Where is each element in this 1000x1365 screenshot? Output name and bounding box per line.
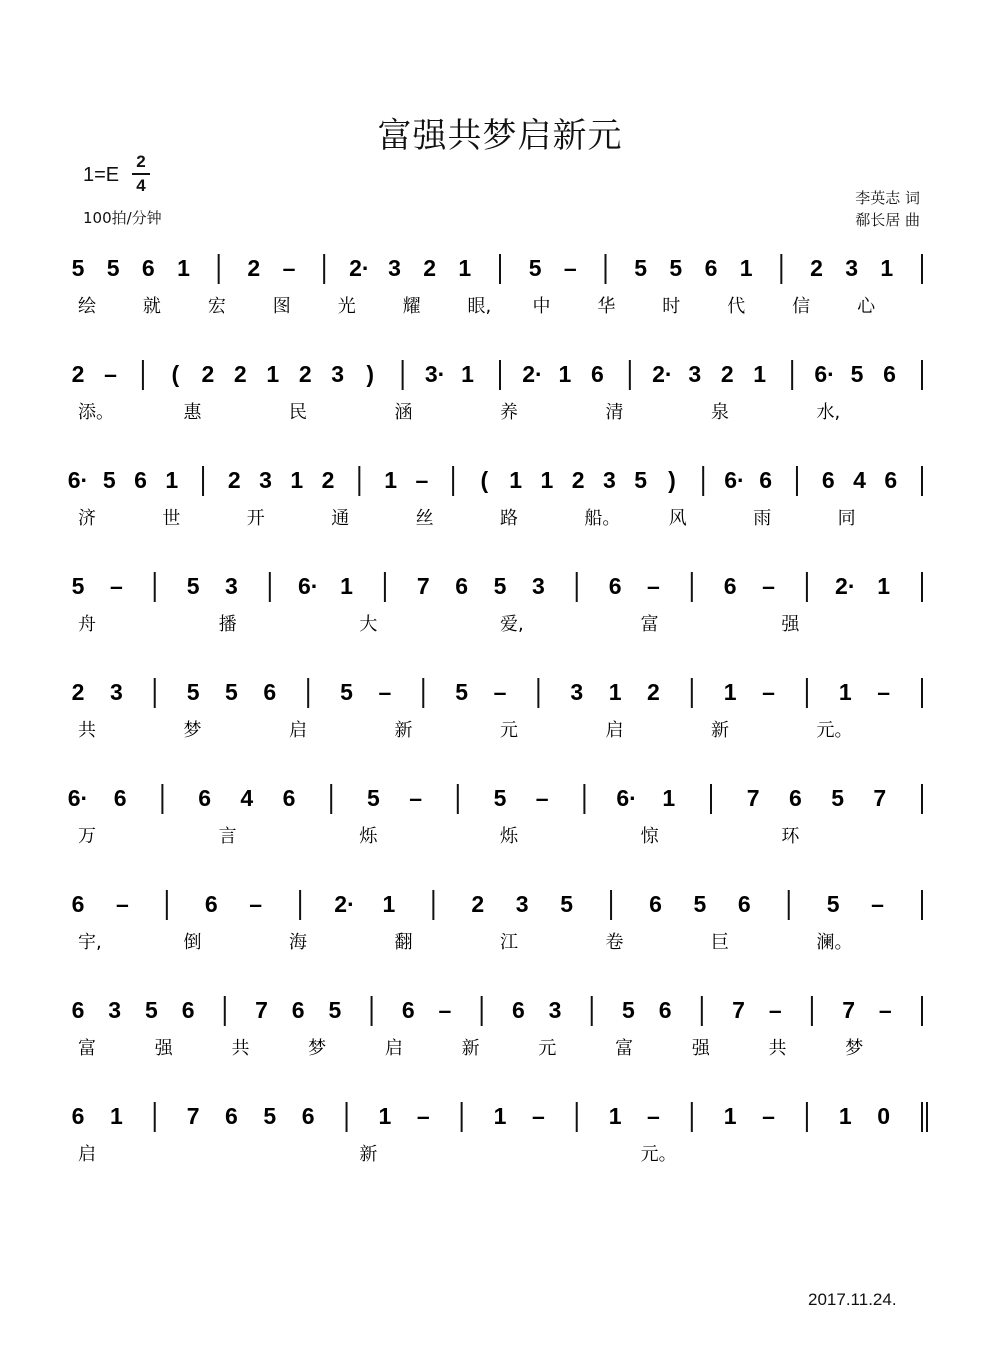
note: 2 (227, 467, 241, 493)
note: 2 (423, 255, 437, 281)
note: ( (171, 361, 180, 387)
lyric-syllable: 代 (727, 296, 746, 317)
key-signature: 1=E (83, 164, 120, 186)
note: 5 (71, 255, 85, 281)
note: 6 (884, 467, 898, 493)
note: – (647, 573, 660, 599)
note: – (563, 255, 577, 281)
lyric-syllable: 梦 (845, 1038, 864, 1059)
lyric-syllable: 启 (78, 1144, 96, 1165)
note: 1 (109, 1103, 123, 1129)
note: 6 (291, 997, 305, 1023)
note: 6 (590, 361, 604, 387)
note: 2 (571, 467, 585, 493)
note: 3 (603, 467, 616, 493)
note: 5 (831, 785, 844, 811)
note: – (762, 679, 775, 705)
note: 5 (634, 255, 648, 281)
note: – (282, 255, 296, 281)
note: ) (366, 361, 374, 387)
note: 2 (647, 679, 660, 705)
note: 7 (842, 997, 856, 1023)
note: 6 (181, 997, 195, 1023)
note: 6 (282, 785, 296, 811)
note: 1 (838, 1103, 852, 1129)
note: 4 (240, 785, 254, 811)
note: 2· (349, 255, 370, 281)
lyric-syllable: 世 (162, 508, 181, 529)
lyric-syllable: 中 (532, 296, 551, 317)
note: 7 (732, 997, 745, 1023)
note: 1 (461, 361, 474, 387)
lyric-syllable: 华 (597, 296, 616, 317)
note: 5 (328, 997, 342, 1023)
lyric-syllable: 信 (792, 296, 811, 317)
time-signature-bottom: 4 (136, 176, 146, 195)
lyric-syllable: 澜。 (816, 932, 853, 953)
note: 2 (471, 891, 485, 917)
lyric-syllable: 图 (272, 296, 291, 317)
note: 2 (321, 467, 335, 493)
lyric-syllable: 共 (231, 1038, 250, 1059)
note: 4 (853, 467, 866, 493)
note: 3 (570, 679, 584, 705)
note: – (116, 891, 129, 917)
note: – (409, 785, 422, 811)
note: 1 (382, 891, 396, 917)
note: 6 (821, 467, 835, 493)
note: 1 (509, 467, 523, 493)
note: – (871, 891, 884, 917)
lyric-syllable: 惠 (183, 402, 202, 423)
lyric-syllable: 添。 (78, 402, 114, 423)
note: 3 (515, 891, 529, 917)
note: 3 (109, 679, 123, 705)
lyric-syllable: 时 (662, 296, 681, 317)
note: 6 (198, 785, 211, 811)
note: 5 (102, 467, 116, 493)
note: 1 (723, 1103, 737, 1129)
lyric-syllable: 烁 (359, 826, 378, 847)
note: – (249, 891, 263, 917)
lyric-syllable: 富 (615, 1038, 634, 1059)
note: – (878, 997, 892, 1023)
note: 2 (247, 255, 261, 281)
note: 3 (688, 361, 702, 387)
lyric-syllable: 海 (289, 932, 307, 953)
lyric-syllable: 同 (837, 508, 856, 529)
lyric-syllable: 强 (781, 614, 800, 635)
note: 6 (737, 891, 751, 917)
lyric-syllable: 梦 (183, 720, 202, 741)
lyric-syllable: 新 (711, 720, 729, 741)
note: 1 (540, 467, 554, 493)
note: 5 (493, 785, 507, 811)
note: 1 (458, 255, 472, 281)
note: 6· (724, 467, 745, 493)
note: 6 (204, 891, 218, 917)
note: 3 (225, 573, 238, 599)
note: 6· (616, 785, 637, 811)
lyric-syllable: 翻 (394, 932, 413, 953)
note: 1 (608, 679, 622, 705)
lyric-syllable: 新 (394, 720, 413, 741)
note: 1 (739, 255, 753, 281)
note: 5 (634, 467, 648, 493)
note: 3 (259, 467, 272, 493)
note: 6 (883, 361, 896, 387)
note: – (647, 1103, 660, 1129)
note: 2 (71, 679, 85, 705)
lyric-syllable: 启 (384, 1038, 403, 1059)
lyric-syllable: 就 (142, 296, 161, 317)
note: 6 (301, 1103, 315, 1129)
lyric-syllable: 强 (154, 1038, 173, 1059)
lyric-syllable: 共 (768, 1038, 787, 1059)
lyric-syllable: 宇, (78, 932, 102, 953)
note: 1 (378, 1103, 392, 1129)
note: – (493, 679, 507, 705)
note: 1 (384, 467, 397, 493)
note: 2 (201, 361, 215, 387)
note: – (415, 467, 429, 493)
lyric-syllable: 爱, (500, 614, 524, 635)
note: 2 (298, 361, 312, 387)
note: 6 (608, 573, 622, 599)
note: ) (668, 467, 676, 493)
note: ( (480, 467, 489, 493)
lyric-syllable: 强 (691, 1038, 710, 1059)
note: 2· (652, 361, 673, 387)
tempo-marking: 100拍/分钟 (83, 209, 162, 227)
note: 5 (850, 361, 864, 387)
lyric-syllable: 梦 (308, 1038, 327, 1059)
note: 6 (134, 467, 147, 493)
lyric-syllable: 风 (668, 508, 687, 529)
note: 5 (186, 573, 200, 599)
note: 1 (340, 573, 353, 599)
note: – (531, 1103, 545, 1129)
note: 3 (388, 255, 401, 281)
note: 6 (511, 997, 525, 1023)
lyric-syllable: 绘 (78, 296, 96, 317)
note: 7 (186, 1103, 200, 1129)
lyricist-credit: 李英志 词 (855, 189, 920, 207)
lyric-syllable: 新 (461, 1038, 480, 1059)
lyric-syllable: 新 (359, 1144, 378, 1165)
note: 6· (67, 785, 89, 811)
note: 3 (531, 573, 545, 599)
lyric-syllable: 眼, (467, 296, 492, 317)
note: – (535, 785, 549, 811)
note: 7 (416, 573, 430, 599)
lyric-syllable: 倒 (183, 932, 202, 953)
note: 7 (255, 997, 268, 1023)
lyric-syllable: 丝 (415, 508, 434, 529)
note: 1 (290, 467, 304, 493)
lyric-syllable: 卷 (605, 932, 624, 953)
note: 2 (810, 255, 823, 281)
note: 5 (225, 679, 238, 705)
note: 6 (455, 573, 469, 599)
note: 6 (401, 997, 415, 1023)
lyric-syllable: 万 (78, 826, 96, 847)
note: 3 (108, 997, 122, 1023)
lyric-syllable: 通 (331, 508, 350, 529)
note: 1 (266, 361, 280, 387)
song-title: 富强共梦启新元 (377, 116, 623, 156)
note: 5 (455, 679, 469, 705)
lyric-syllable: 富 (640, 614, 659, 635)
note: 1 (177, 255, 190, 281)
lyric-syllable: 元。 (640, 1144, 677, 1165)
note: 5 (263, 1103, 277, 1129)
note: 6 (789, 785, 802, 811)
note: 1 (558, 361, 572, 387)
lyric-syllable: 江 (500, 932, 518, 953)
note: 2 (71, 361, 85, 387)
note: – (378, 679, 392, 705)
lyric-syllable: 环 (781, 826, 800, 847)
note: 5 (493, 573, 507, 599)
note: – (877, 679, 891, 705)
lyric-syllable: 启 (605, 720, 624, 741)
note: 5 (528, 255, 542, 281)
lyric-syllable: 言 (218, 826, 237, 847)
lyric-syllable: 元 (538, 1038, 557, 1059)
note: 1 (608, 1103, 622, 1129)
lyric-syllable: 惊 (640, 826, 659, 847)
note: 5 (367, 785, 380, 811)
note: – (768, 997, 782, 1023)
note: 5 (106, 255, 120, 281)
lyric-syllable: 光 (337, 296, 356, 317)
note: 5 (693, 891, 707, 917)
note: 5 (622, 997, 635, 1023)
note: 1 (838, 679, 852, 705)
lyric-syllable: 清 (605, 402, 624, 423)
note: 6· (297, 573, 319, 599)
note: 2 (720, 361, 734, 387)
note: 5 (669, 255, 683, 281)
note: 2· (334, 891, 355, 917)
note: 1 (877, 573, 891, 599)
note: 6 (71, 1103, 85, 1129)
lyric-syllable: 巨 (711, 932, 729, 953)
note: 6 (113, 785, 127, 811)
date-stamp: 2017.11.24. (808, 1290, 897, 1309)
lyric-syllable: 耀 (402, 296, 421, 317)
lyric-syllable: 元 (500, 720, 518, 741)
note: – (438, 997, 452, 1023)
note: 6 (71, 997, 85, 1023)
note: 3· (424, 361, 446, 387)
note: 1 (662, 785, 676, 811)
lyric-syllable: 开 (246, 508, 265, 529)
lyric-syllable: 路 (500, 508, 518, 529)
note: 3 (331, 361, 345, 387)
lyric-syllable: 元。 (816, 720, 853, 741)
note: 6 (704, 255, 718, 281)
lyric-syllable: 播 (218, 614, 237, 635)
note: 3 (845, 255, 859, 281)
note: 0 (877, 1103, 891, 1129)
lyric-syllable: 宏 (207, 296, 226, 317)
lyric-syllable: 富 (78, 1038, 96, 1059)
lyric-syllable: 大 (359, 614, 378, 635)
lyric-syllable: 心 (857, 296, 876, 317)
note: 6 (71, 891, 85, 917)
note: 6 (141, 255, 155, 281)
lyric-syllable: 泉 (711, 402, 729, 423)
note: 5 (144, 997, 158, 1023)
note: 6 (759, 467, 773, 493)
note: – (109, 573, 123, 599)
lyric-syllable: 水, (816, 402, 841, 423)
lyric-syllable: 雨 (753, 508, 772, 529)
note: 6 (225, 1103, 238, 1129)
note: – (416, 1103, 430, 1129)
note: 5 (186, 679, 200, 705)
note: 7 (873, 785, 887, 811)
lyric-syllable: 共 (78, 720, 96, 741)
note: – (104, 361, 117, 387)
time-signature-top: 2 (136, 152, 146, 171)
note: 7 (746, 785, 760, 811)
note: 6 (263, 679, 277, 705)
note: 1 (753, 361, 767, 387)
lyric-syllable: 涵 (394, 402, 413, 423)
note: – (762, 1103, 775, 1129)
note: 1 (880, 255, 894, 281)
lyric-syllable: 济 (78, 508, 96, 529)
lyric-syllable: 烁 (500, 826, 518, 847)
lyric-syllable: 启 (289, 720, 307, 741)
note: 6 (723, 573, 737, 599)
lyric-syllable: 舟 (78, 614, 96, 635)
note: 2· (522, 361, 543, 387)
note: 2 (233, 361, 247, 387)
note: 5 (826, 891, 840, 917)
note: 1 (723, 679, 737, 705)
note: – (762, 573, 775, 599)
composer-credit: 郗长居 曲 (855, 211, 920, 229)
note: 6· (67, 467, 89, 493)
note: 5 (340, 679, 353, 705)
note: 1 (165, 467, 179, 493)
lyric-syllable: 民 (289, 402, 307, 423)
note: 3 (548, 997, 562, 1023)
note: 5 (71, 573, 85, 599)
note: 1 (493, 1103, 507, 1129)
note: 5 (560, 891, 574, 917)
note: 6· (814, 361, 835, 387)
note: 6 (658, 997, 672, 1023)
note: 2· (835, 573, 856, 599)
lyric-syllable: 船。 (584, 508, 621, 529)
lyric-syllable: 养 (500, 402, 518, 423)
note: 6 (649, 891, 662, 917)
